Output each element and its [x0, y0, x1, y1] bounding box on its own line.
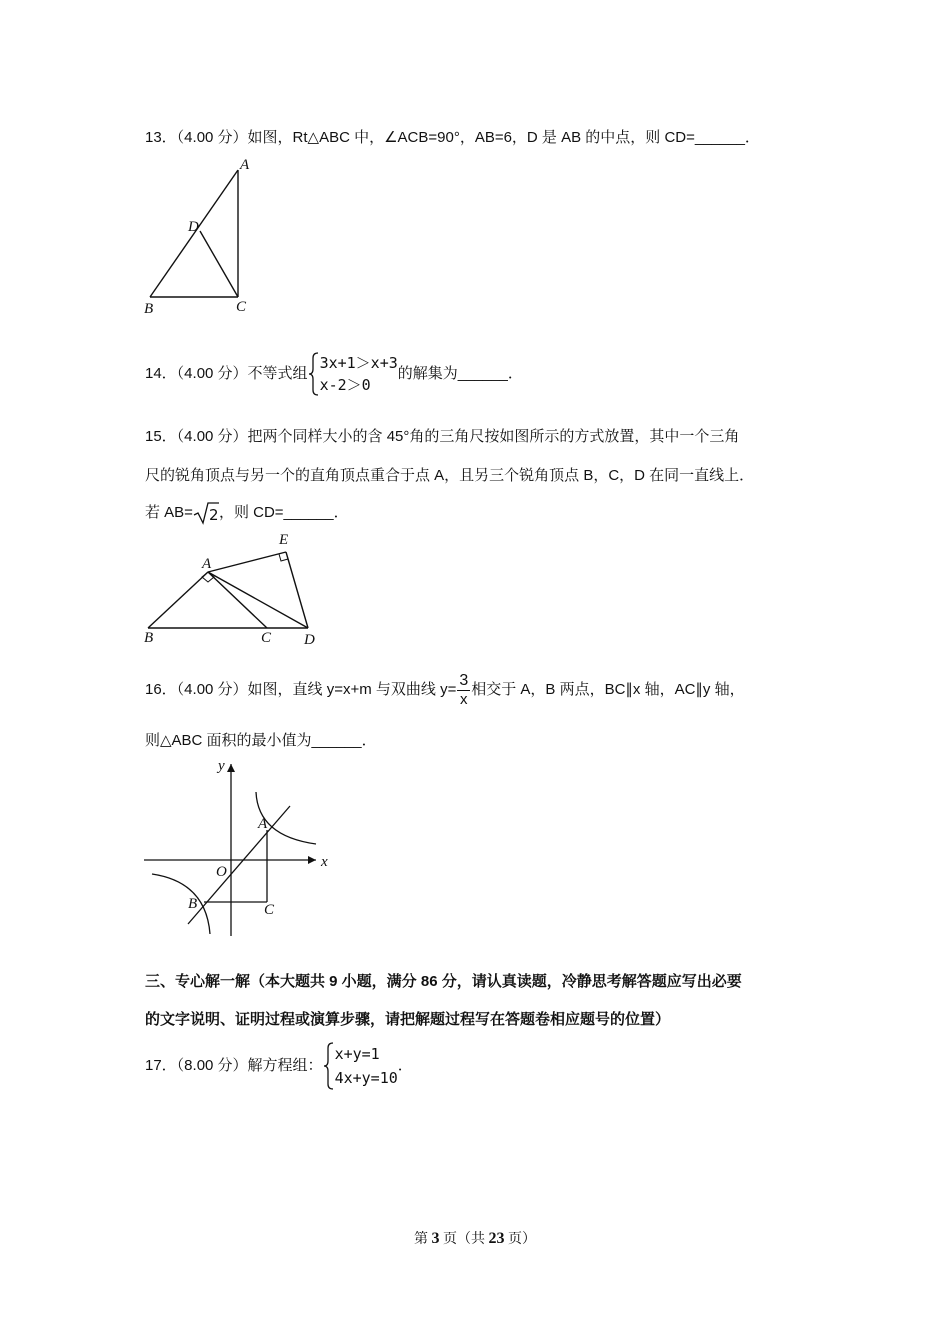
- q13-text: 13．（4.00 分）如图，Rt△ABC 中，∠ACB=90°，AB=6，D 是 AB 的中点，则 CD=______．: [145, 129, 760, 146]
- q15-line2: 尺的锐角顶点与另一个的直角顶点重合于点 A，且另三个锐角顶点 B，C，D 在同一直线上．: [145, 467, 755, 484]
- section3-line2: 的文字说明、证明过程或演算步骤，请把解题过程写在答题卷相应题号的位置）: [145, 1011, 671, 1028]
- q15-label-d: D: [304, 632, 315, 648]
- q15-figure: [140, 528, 330, 648]
- q16-label-x: x: [321, 854, 328, 870]
- q15-label-e: E: [279, 532, 289, 548]
- q17-row1: x+y=1: [334, 1045, 380, 1064]
- q15-label-c: C: [261, 630, 272, 646]
- q17-prefix: 17．（8.00 分）解方程组：: [145, 1057, 323, 1075]
- fraction-3-over-x: [457, 672, 470, 709]
- brace-icon: [323, 1042, 335, 1090]
- q13-label-b: B: [144, 301, 154, 317]
- q14-line: [145, 352, 523, 396]
- q15-prefix: 若 AB=: [145, 504, 193, 522]
- sqrt-radicand: 2: [208, 506, 219, 525]
- q16-label-b: B: [188, 896, 198, 912]
- q13-figure: [140, 155, 260, 317]
- q13-label-d: D: [188, 219, 199, 235]
- q15-label-b: B: [144, 630, 154, 646]
- q14-system: [308, 352, 398, 396]
- q17-row2: 4x+y=10: [334, 1069, 398, 1088]
- q13-label-c: C: [236, 299, 247, 315]
- q15-line3: [145, 500, 349, 526]
- footer-page-number: 3: [431, 1230, 440, 1247]
- footer-pre: 第: [414, 1232, 432, 1247]
- q17-line: [145, 1042, 413, 1090]
- q14-suffix: 的解集为______．: [397, 365, 523, 383]
- q14-row2: x-2＞0: [319, 376, 371, 395]
- footer-total-pages: 23: [488, 1230, 505, 1247]
- page-footer: [0, 1228, 950, 1248]
- q16-figure: [140, 756, 340, 941]
- q15-label-a: A: [202, 556, 212, 572]
- q16-label-y: y: [218, 758, 225, 774]
- q16-label-o: O: [216, 864, 227, 880]
- q16-label-a: A: [258, 816, 268, 832]
- q16-line2: 则△ABC 面积的最小值为______．: [145, 732, 377, 749]
- q16-label-c: C: [264, 902, 275, 918]
- q15-line1: 15．（4.00 分）把两个同样大小的含 45°角的三角尺按如图所示的方式放置，其中一个三角: [145, 428, 740, 445]
- q14-prefix: 14．（4.00 分）不等式组: [145, 365, 308, 383]
- sqrt-symbol: [193, 500, 219, 526]
- q16-line1: [145, 668, 745, 712]
- brace-icon: [308, 352, 320, 396]
- footer-mid: 页（共: [439, 1232, 489, 1247]
- frac-numerator: 3: [459, 671, 469, 689]
- footer-post: 页）: [504, 1232, 536, 1247]
- q13-label-a: A: [240, 157, 250, 173]
- frac-denominator: x: [460, 690, 468, 708]
- q15-suffix: ，则 CD=______．: [218, 504, 349, 522]
- q14-row1: 3x+1＞x+3: [319, 354, 398, 373]
- q17-suffix: ．: [397, 1057, 413, 1075]
- q17-system: [323, 1042, 398, 1090]
- q16-prefix: 16．（4.00 分）如图，直线 y=x+m 与双曲线 y=: [145, 681, 457, 699]
- section3-line1: 三、专心解一解（本大题共 9 小题，满分 86 分，请认真读题，冷静思考解答题应写出必要: [145, 973, 742, 990]
- q16-suffix: 相交于 A，B 两点，BC∥x 轴，AC∥y 轴，: [471, 681, 745, 699]
